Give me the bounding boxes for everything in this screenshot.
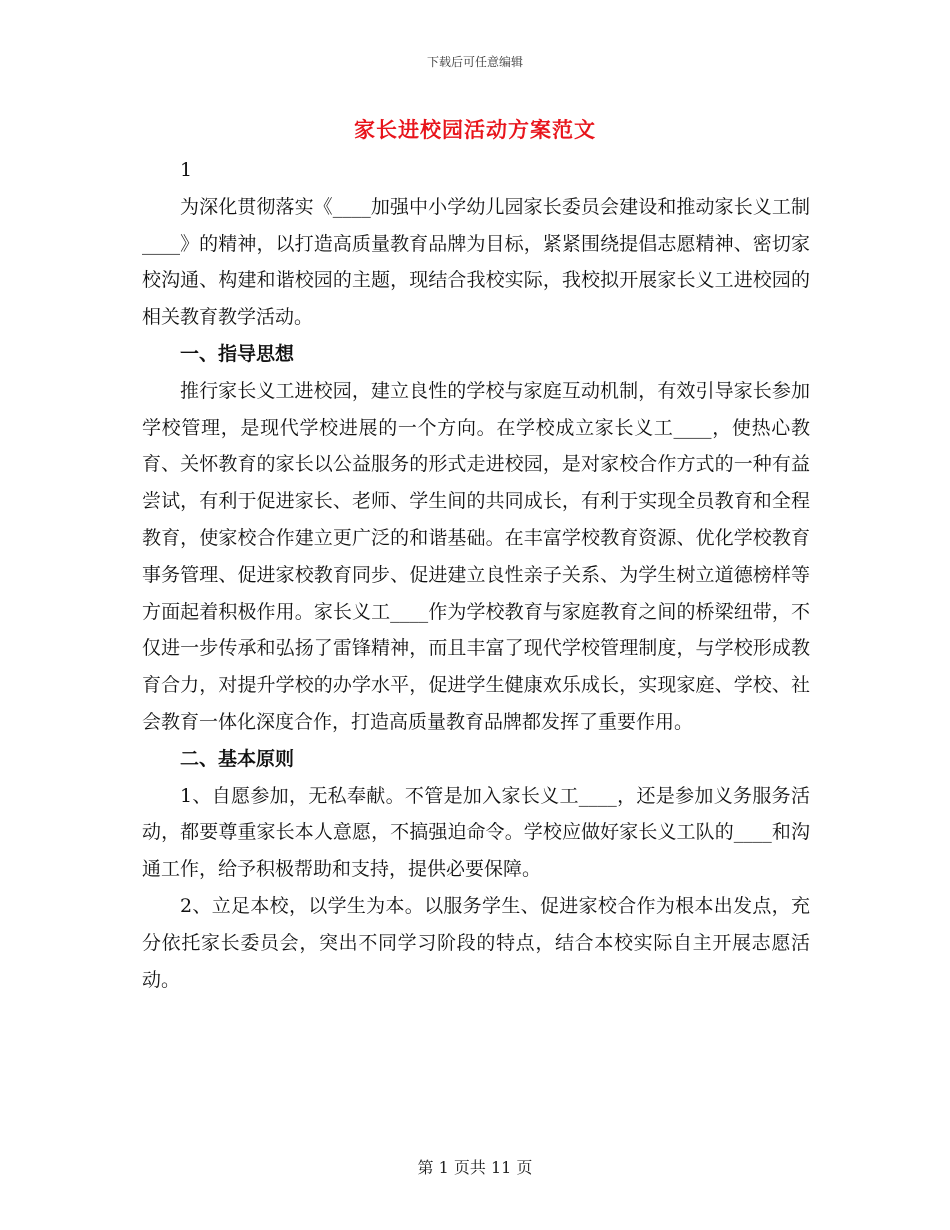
section-heading-guiding-ideas: 一、指导思想: [180, 342, 295, 365]
guiding-ideas-paragraph: 推行家长义工进校园，建立良性的学校与家庭互动机制，有效引导家长参加学校管理，是现代学校进展的一个方向。在学校成立家长义工____，使热心教育、关怀教育的家长以公益服务的形式走进校园，是对家校合作方式的一种有益尝试，有利于促进家长、老师、学生间的共同成长，有利于实现全员教育和全程教育，使家校合作建立更广泛的和谐基础。在丰富学校教育资源、优化学校教育事务管理、促进家校教育同步、促进建立良性亲子关系、为学生树立道德榜样等方面起着积极作用。家长义工____作为学校教育与家庭教育之间的桥梁纽带，不仅进一步传承和弘扬了雷锋精神，而且丰富了现代学校管理制度，与学校形成教育合力，对提升学校的办学水平，促进学生健康欢乐成长，实现家庭、学校、社会教育一体化深度合作，打造高质量教育品牌都发挥了重要作用。: [142, 379, 810, 733]
document-body: [142, 152, 810, 998]
document-title: 家长进校园活动方案范文: [354, 117, 596, 142]
number-line: 1: [180, 159, 193, 181]
section-heading-basic-principles: 二、基本原则: [180, 747, 295, 770]
principle-1-paragraph: 1、自愿参加，无私奉献。不管是加入家长义工____，还是参加义务服务活动，都要尊重家长本人意愿，不搞强迫命令。学校应做好家长义工队的____和沟通工作，给予积极帮助和支持，提供必要保障。: [142, 784, 810, 881]
page-footer: 第 1 页共 11 页: [417, 1158, 533, 1177]
principle-2-paragraph: 2、立足本校，以学生为本。以服务学生、促进家校合作为根本出发点，充分依托家长委员会，突出不同学习阶段的特点，结合本校实际自主开展志愿活动。: [142, 894, 810, 991]
page-header-note: 下载后可任意编辑: [426, 55, 523, 69]
intro-paragraph: 为深化贯彻落实《____加强中小学幼儿园家长委员会建设和推动家长义工制____》的精神，以打造高质量教育品牌为目标，紧紧围绕提倡志愿精神、密切家校沟通、构建和谐校园的主题，现结合我校实际，我校拟开展家长义工进校园的相关教育教学活动。: [142, 195, 810, 329]
